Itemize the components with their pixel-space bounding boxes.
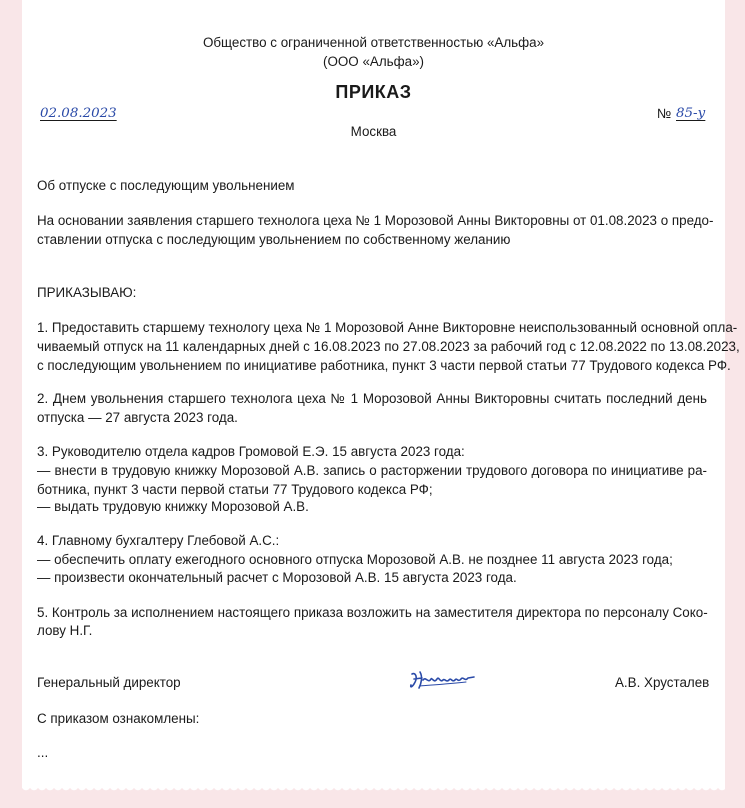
basis-line: На основании заявления старшего технолога цеха № 1 Морозовой Анны Викторовны от 01.08.2023 о предо-	[37, 213, 714, 228]
signature-icon	[408, 668, 478, 692]
item-2-line: отпуска — 27 августа 2023 года.	[37, 410, 238, 425]
basis-line: ставлении отпуска с последующим увольнением по собственному желанию	[37, 232, 511, 247]
order-word: ПРИКАЗЫВАЮ:	[37, 285, 137, 300]
signer-name: А.В. Хрусталев	[615, 675, 710, 690]
number-label: №	[657, 106, 672, 121]
item-3-line: — внести в трудовую книжку Морозовой А.В. запись о расторжении трудового договора по инициативе ра-	[37, 463, 707, 478]
acquainted-label: С приказом ознакомлены:	[37, 711, 200, 726]
item-4-line: — произвести окончательный расчет с Морозовой А.В. 15 августа 2023 года.	[37, 570, 517, 585]
item-5-line: 5. Контроль за исполнением настоящего приказа возложить на заместителя директора по персоналу Соко-	[37, 605, 708, 620]
subject-line: Об отпуске с последующим увольнением	[37, 178, 295, 193]
item-1-line: чиваемый отпуск на 11 календарных дней с 16.08.2023 по 27.08.2023 за рабочий год с 12.08.2022 по 13.08.2023,	[37, 339, 740, 354]
sheet-torn-edge	[22, 786, 725, 794]
org-full-name: Общество с ограниченной ответственностью «Альфа»	[202, 35, 545, 50]
signer-position: Генеральный директор	[37, 675, 181, 690]
item-4-line: — обеспечить оплату ежегодного основного отпуска Морозовой А.В. не позднее 11 августа 2023 года;	[37, 552, 673, 567]
item-4-line: 4. Главному бухгалтеру Глебовой А.С.:	[37, 533, 280, 548]
signature-image	[408, 668, 478, 697]
item-5-line: лову Н.Г.	[37, 623, 93, 638]
acquainted-list-ellipsis: ...	[37, 745, 49, 760]
item-1-line: 1. Предоставить старшему технологу цеха № 1 Морозовой Анне Викторовне неиспользованный основной опла-	[37, 320, 738, 335]
item-2-line: 2. Днем увольнения старшего технолога цеха № 1 Морозовой Анны Викторовны считать последний день	[37, 391, 707, 406]
item-3-line: ботника, пункт 3 части первой статьи 77 Трудового кодекса РФ;	[37, 482, 433, 497]
item-3-line: 3. Руководителю отдела кадров Громовой Е.Э. 15 августа 2023 года:	[37, 444, 465, 459]
document-title: ПРИКАЗ	[335, 82, 412, 102]
order-date: 02.08.2023	[40, 106, 117, 121]
item-1-line: с последующим увольнением по инициативе работника, пункт 3 части первой статьи 77 Трудового кодекса РФ.	[37, 358, 731, 373]
city: Москва	[350, 124, 397, 139]
item-3-line: — выдать трудовую книжку Морозовой А.В.	[37, 499, 309, 514]
order-number: 85-у	[676, 106, 706, 121]
org-short-name: (ООО «Альфа»)	[323, 54, 424, 69]
